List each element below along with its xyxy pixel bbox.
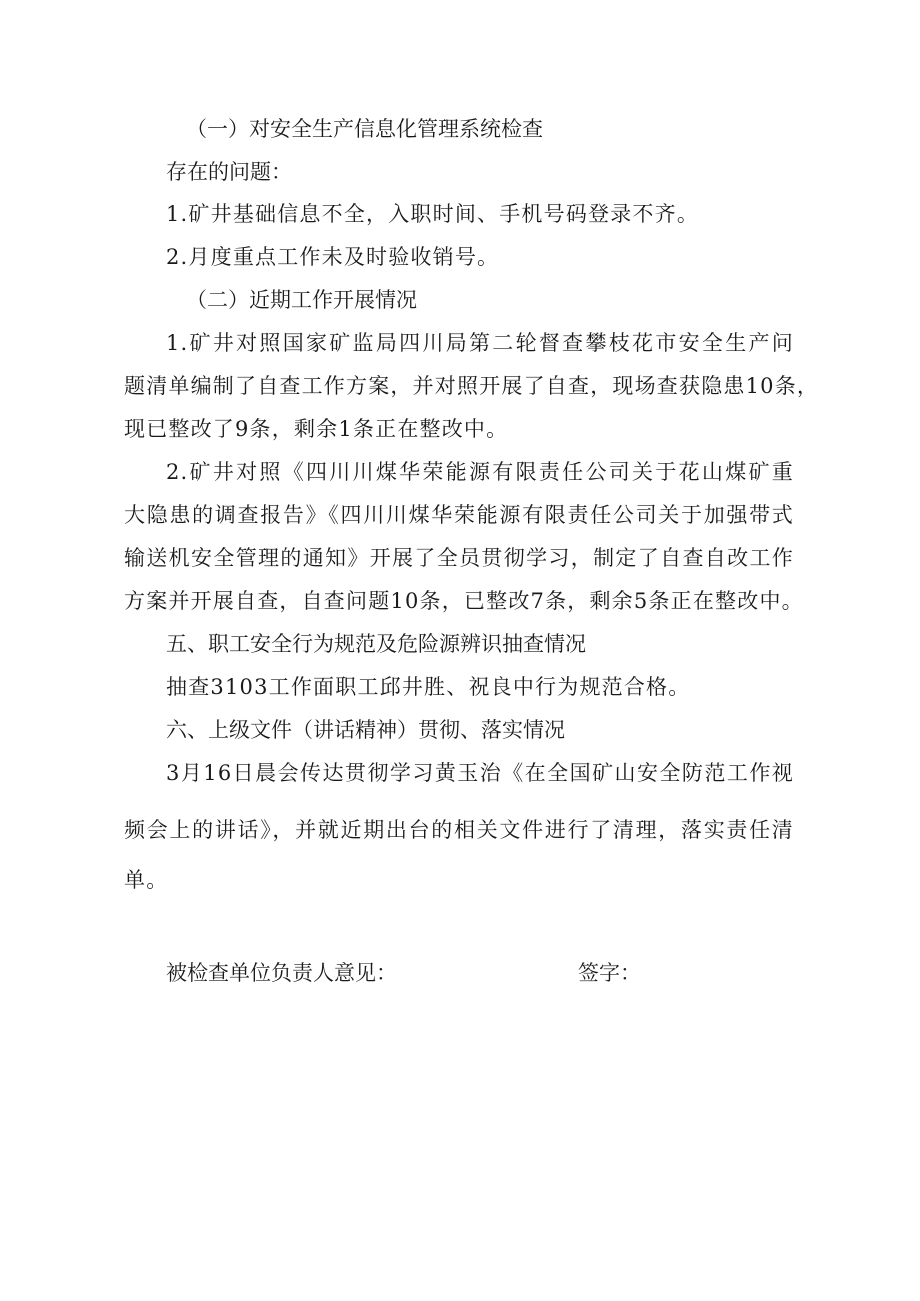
paragraph-line: 1.矿井对照国家矿监局四川局第二轮督查攀枝花市安全生产问 — [166, 331, 794, 355]
section-recent-work-heading: （二）近期工作开展情况 — [186, 288, 417, 312]
responsible-opinion-label: 被检查单位负责人意见： — [166, 961, 397, 985]
section-five-body: 抽查3103工作面职工邱井胜、祝良中行为规范合格。 — [166, 675, 691, 699]
section-six-heading: 六、上级文件（讲话精神）贯彻、落实情况 — [166, 718, 565, 742]
paragraph-line: 大隐患的调查报告》《四川川煤华荣能源有限责任公司关于加强带式 — [124, 503, 794, 527]
paragraph-line: 输送机安全管理的通知》开展了全员贯彻学习，制定了自查自改工作 — [124, 546, 794, 570]
paragraph-line: 2.矿井对照《四川川煤华荣能源有限责任公司关于花山煤矿重 — [166, 460, 794, 484]
problem-item: 1.矿井基础信息不全，入职时间、手机号码登录不齐。 — [166, 202, 700, 226]
paragraph-line: 频会上的讲话》，并就近期出台的相关文件进行了清理，落实责任清 — [124, 818, 794, 842]
paragraph-line: 题清单编制了自查工作方案，并对照开展了自查，现场查获隐患10条， — [124, 374, 820, 398]
section-inspection-heading: （一）对安全生产信息化管理系统检查 — [186, 117, 543, 141]
paragraph-line: 现已整改了9条，剩余1条正在整改中。 — [124, 417, 509, 441]
paragraph-line: 方案并开展自查，自查问题10条，已整改7条，剩余5条正在整改中。 — [124, 589, 804, 613]
signature-label: 签字： — [578, 961, 641, 985]
section-five-heading: 五、职工安全行为规范及危险源辨识抽查情况 — [166, 632, 586, 656]
paragraph-line: 单。 — [124, 868, 169, 892]
paragraph-line: 3月16日晨会传达贯彻学习黄玉治《在全国矿山安全防范工作视 — [166, 761, 794, 785]
problem-item: 2.月度重点工作未及时验收销号。 — [166, 245, 500, 269]
problems-label: 存在的问题： — [166, 160, 292, 184]
